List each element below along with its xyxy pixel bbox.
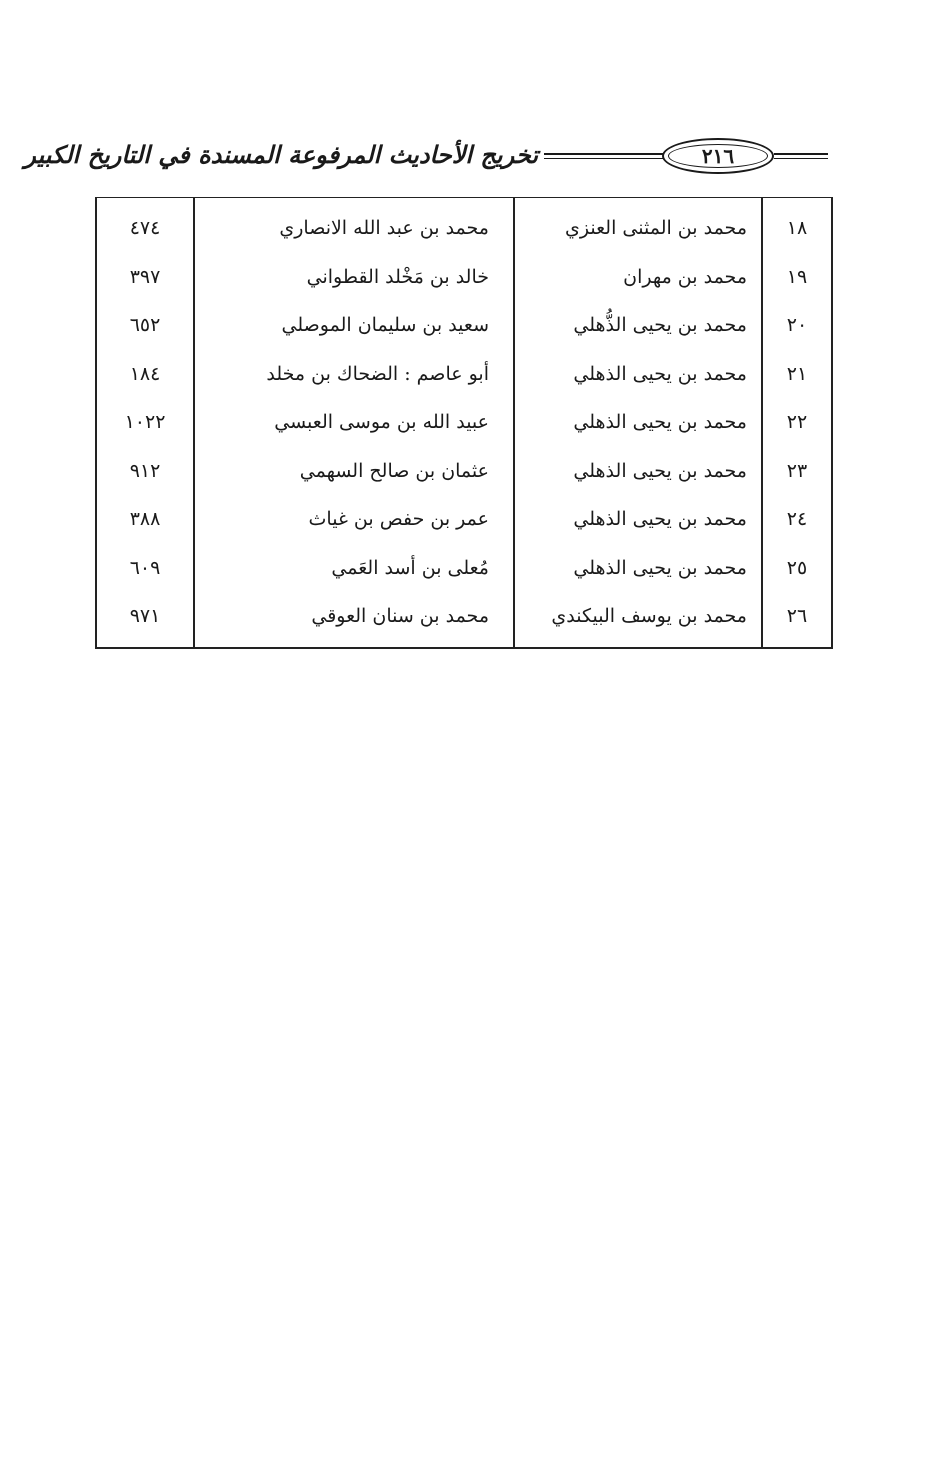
- narrator-name-cell: محمد بن يحيى الذهلي: [573, 362, 747, 385]
- hadith-number-cell: ١٠٢٢: [124, 411, 166, 433]
- table-row: [97, 253, 831, 301]
- hadith-number-cell: ٤٧٤: [129, 217, 161, 239]
- narrator-name-cell: محمد بن يحيى الذهلي: [573, 508, 747, 530]
- table-row: [97, 544, 831, 592]
- table-row: [97, 350, 831, 398]
- shaykh-name-cell: عثمان بن صالح السهمي: [299, 459, 489, 482]
- hadith-number-cell: ٣٩٧: [129, 265, 161, 288]
- header-rule-left: [544, 153, 664, 159]
- narrators-table: [95, 197, 833, 649]
- table-row: [97, 447, 831, 495]
- shaykh-name-cell: محمد بن سنان العوقي: [311, 605, 489, 627]
- narrator-name-cell: محمد بن المثنى العنزي: [565, 217, 747, 239]
- hadith-number-cell: ٣٨٨: [129, 508, 161, 530]
- shaykh-name-cell: سعيد بن سليمان الموصلي: [281, 314, 489, 336]
- table-row: [97, 592, 831, 640]
- hadith-number-cell: ٩١٢: [129, 459, 161, 482]
- narrator-name-cell: محمد بن يحيى الذهلي: [573, 411, 747, 433]
- header-rule-right: [774, 153, 828, 159]
- narrator-name-cell: محمد بن يحيى الذهلي: [573, 556, 747, 579]
- page-number-badge: [662, 138, 774, 174]
- shaykh-name-cell: أبو عاصم : الضحاك بن مخلد: [266, 362, 489, 385]
- table-row: [97, 301, 831, 349]
- page-header: [24, 136, 828, 180]
- shaykh-name-cell: مُعلى بن أسد العَمي: [331, 556, 489, 579]
- narrator-name-cell: محمد بن يحيى الذهلي: [573, 459, 747, 482]
- hadith-number-cell: ٩٧١: [129, 605, 161, 627]
- narrator-name-cell: محمد بن مهران: [623, 265, 747, 288]
- row-index-cell: ٢٠: [786, 314, 808, 336]
- row-index-cell: ٢١: [786, 362, 808, 385]
- row-index-cell: ٢٤: [786, 508, 808, 530]
- shaykh-name-cell: عبيد الله بن موسى العبسي: [274, 411, 489, 433]
- hadith-number-cell: ١٨٤: [129, 362, 161, 385]
- book-title: تخريج الأحاديث المرفوعة المسندة في التاريخ الكبير: [24, 140, 538, 169]
- table-row: [97, 398, 831, 446]
- row-index-cell: ٢٣: [786, 459, 808, 482]
- row-index-cell: ٢٦: [786, 605, 808, 627]
- row-index-cell: ١٩: [786, 265, 808, 288]
- hadith-number-cell: ٦٠٩: [129, 556, 161, 579]
- page-number: ٢١٦: [668, 144, 768, 168]
- table-row: [97, 495, 831, 543]
- table-row: [97, 204, 831, 252]
- shaykh-name-cell: خالد بن مَخْلد القطواني: [306, 265, 489, 288]
- shaykh-name-cell: عمر بن حفص بن غياث: [308, 508, 489, 530]
- row-index-cell: ٢٥: [786, 556, 808, 579]
- narrator-name-cell: محمد بن يوسف البيكندي: [551, 605, 747, 627]
- narrator-name-cell: محمد بن يحيى الذُّهلي: [573, 314, 747, 336]
- row-index-cell: ٢٢: [786, 411, 808, 433]
- hadith-number-cell: ٦٥٢: [129, 314, 161, 336]
- row-index-cell: ١٨: [786, 217, 808, 239]
- shaykh-name-cell: محمد بن عبد الله الانصاري: [279, 217, 489, 239]
